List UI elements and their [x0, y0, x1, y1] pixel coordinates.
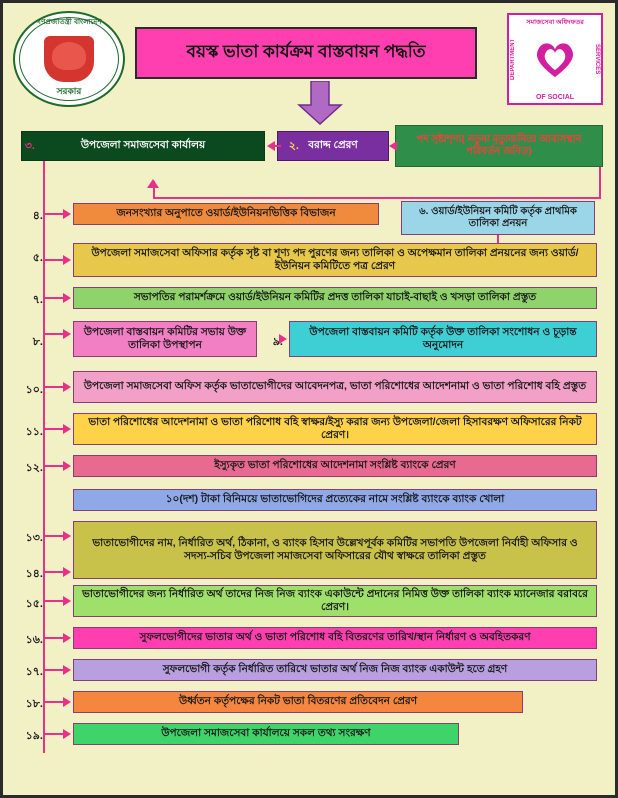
- page-title: [135, 27, 477, 79]
- seal-top-text: গণপ্রজাতন্ত্রী বাংলাদেশ: [36, 19, 102, 26]
- node-number-5: ৫.: [32, 252, 43, 264]
- node-preserve-information-label: উপজেলা সমাজসেবা কার্যালয়ে সকল তথ্য সংরক্ষণ: [161, 727, 371, 740]
- node-report-to-authority-label: উর্ধ্বতন কর্তৃপক্ষের নিকট ভাতা বিতরণের প্রতিবেদন প্রেরণ: [178, 695, 418, 708]
- seal-bottom-text: সরকার: [56, 86, 82, 96]
- logo-top-text: সমাজসেবা অধিদফতর: [526, 19, 584, 26]
- line-node5-to-node6: [497, 235, 499, 243]
- arrow-down-to-row4: [147, 179, 159, 188]
- node-accounts-officer[interactable]: [73, 413, 597, 445]
- line-to-node19: [44, 733, 64, 735]
- left-spine: [43, 161, 45, 753]
- right-spine-h: [153, 197, 601, 199]
- node-number-17: ১৭.: [25, 666, 43, 678]
- arrow-allocation-to-office: [267, 141, 275, 151]
- node-upazila-office-label: উপজেলা সমাজসেবা কার্যালয়: [80, 139, 206, 152]
- node-send-to-bank[interactable]: [73, 455, 597, 477]
- arrow-to-node13: [63, 531, 71, 541]
- node-send-to-bank-label: ইস্যুকৃত ভাতা পরিশোধের আদেশনামা সংশ্লিষ্ট ব্যাংকে প্রেরণ: [214, 459, 456, 472]
- node-number-13: ১৩.: [25, 532, 43, 544]
- line-to-node10: [44, 386, 64, 388]
- arrow-to-node12: [63, 461, 71, 471]
- node-beneficiary-collects-money[interactable]: [73, 659, 597, 681]
- arrow-post-to-allocation: [389, 141, 397, 151]
- node-allocation-send-label: বরাদ্দ প্রেরণ: [308, 139, 358, 152]
- node-population-division-label: জনসংখ্যার অনুপাতে ওয়ার্ড/ইউনিয়নভিত্তিক বিভাজন: [116, 207, 336, 220]
- arrow-to-node16: [63, 633, 71, 643]
- node-ward-union-committee-list-label: ৬. ওয়ার্ড/ইউনিয়ন কমিটি কর্তৃক প্রাথমিক তালিকা প্রনয়ন: [419, 205, 577, 229]
- flow-arrow-down-icon: [295, 81, 345, 125]
- line-to-node18: [44, 701, 64, 703]
- node-number-8: ৮.: [32, 336, 43, 348]
- node-post-vacancy[interactable]: [395, 125, 603, 167]
- department-of-social-services-logo: [507, 13, 603, 105]
- right-spine: [599, 167, 601, 199]
- arrow-to-node17: [63, 665, 71, 675]
- node-officer-letter[interactable]: [73, 243, 597, 277]
- arrow-to-node18: [63, 697, 71, 707]
- node-open-bank-account[interactable]: [73, 489, 597, 511]
- node-committee-approval[interactable]: [289, 321, 597, 357]
- node-number-15: ১৫.: [25, 598, 43, 610]
- node-number-2: ২.: [288, 140, 299, 152]
- node-number-4: ৪.: [32, 210, 43, 222]
- node-post-vacancy-label: পদ সৃষ্ট/শৃণ্য( নতুন/ মৃত্যুজনিত/ আবাসস্থান পরিবর্তন জনিত): [416, 133, 582, 157]
- node-prepare-applications-label: উপজেলা সমাজসেবা অফিস কর্তৃক ভাতাভোগীদের আবেদনপত্র, ভাতা পরিশোধের আদেশনামা ও ভাতা পরিশোধ বহি প্রস্তুত: [83, 380, 587, 393]
- line-allocation-to-office: [275, 145, 281, 147]
- node-officer-letter-label: উপজেলা সমাজসেবা অফিসার কর্তৃক সৃষ্ট বা শূণ্য পদ পুরণের জন্য তালিকা ও অপেক্ষমান তালিকা প্রনয়নের জন্য ওয়ার্ড/ইউনিয়ন কমিটিতে পত্র প্রেরণ: [91, 246, 579, 272]
- node-number-12: ১২.: [25, 462, 43, 474]
- node-open-bank-account-label: ১০(দশ) টাকা বিনিময়ে ভাতাভোগিদের প্রত্যেকের নামে সংশ্লিষ্ট ব্যাংকে ব্যাংক খোলা: [165, 493, 505, 506]
- line-to-node7: [44, 297, 64, 299]
- node-present-list-committee[interactable]: [73, 321, 257, 357]
- arrow-to-node19: [63, 729, 71, 739]
- node-number-3: ৩.: [24, 140, 35, 152]
- seal-emblem-icon: [44, 36, 94, 82]
- logo-bottom-text: OF SOCIAL: [535, 94, 575, 101]
- node-accounts-officer-label: ভাতা পরিশোধের আদেশনামা ও ভাতা পরিশোধ বহি স্বাক্ষর/ইস্যু করার জন্য উপজেলা/জেলা হিসাবরক্ষণ অফিসারের নিকট প্রেরণ।: [88, 415, 582, 441]
- line-to-node4: [44, 213, 64, 215]
- node-distribution-date-place[interactable]: [73, 627, 597, 649]
- node-joint-signature-list[interactable]: [73, 521, 597, 579]
- line-to-node11: [44, 428, 64, 430]
- node-number-16: ১৬.: [25, 634, 43, 646]
- arrow-to-node4: [63, 209, 71, 219]
- line-to-node12: [44, 465, 64, 467]
- heart-hands-icon: [532, 36, 578, 80]
- bangladesh-government-seal-icon: [13, 11, 125, 107]
- node-upazila-office[interactable]: [21, 131, 265, 161]
- node-draft-list-label: সভাপতির পরামর্শক্রমে ওয়ার্ড/ইউনিয়ন কমিটির প্রদত্ত তালিকা যাচাই-বাছাই ও খসড়া তালিকা প্রস্তুত: [133, 291, 537, 304]
- node-beneficiary-collects-money-label: সুফলভোগী কর্তৃক নির্ধারিত তারিখে ভাতার অর্থ নিজ নিজ ব্যাংক একাউন্ট হতে গ্রহণ: [162, 663, 508, 676]
- node-send-list-to-manager-label: ভাতাভোগীদের জন্য নির্ধারিত অর্থ তাদের নিজ নিজ ব্যাংক একাউন্টে প্রদানের নিমিত্ত উক্ত তালিকা ব্যাংক ম্যানেজার বরাবরে প্রেরণ।: [82, 587, 588, 613]
- line-to-node5: [44, 259, 64, 261]
- arrow-to-node5: [63, 255, 71, 265]
- line-to-node14: [44, 571, 64, 573]
- arrow-node8-to-node9: [279, 334, 287, 344]
- node-present-list-committee-label: উপজেলা বাস্তবায়ন কমিটির সভায় উক্ত তালিকা উপস্থাপন: [83, 325, 247, 351]
- arrow-to-node14: [63, 567, 71, 577]
- node-prepare-applications[interactable]: [73, 371, 597, 403]
- page-title-text: বয়স্ক ভাতা কার্যক্রম বাস্তবায়ন পদ্ধতি: [186, 42, 426, 61]
- node-joint-signature-list-label: ভাতাভোগীদের নাম, নির্ধারিত অর্থ, ঠিকানা, ও ব্যাংক হিসাব উল্লেখপূর্বক কমিটির সভাপতি উপজেলা নির্বাহী অফিসার ও সদস্য-সচিব উপজেলা সমাজসেবা অফিসারের যৌথ স্বাক্ষরে তালিকা প্রস্তুত: [92, 536, 578, 562]
- node-ward-union-committee-list[interactable]: [401, 201, 595, 235]
- node-number-11: ১১.: [25, 426, 43, 438]
- arrow-to-node11: [63, 424, 71, 434]
- node-number-18: ১৮.: [25, 698, 43, 710]
- node-population-division[interactable]: [73, 203, 379, 225]
- node-number-7: ৭.: [32, 294, 43, 306]
- node-report-to-authority[interactable]: [73, 691, 523, 713]
- arrow-to-node8: [63, 329, 71, 339]
- node-number-10: ১০.: [25, 384, 43, 396]
- arrow-to-node15: [63, 596, 71, 606]
- node-number-19: ১৯.: [25, 730, 43, 742]
- arrow-to-node10: [63, 382, 71, 392]
- logo-right-text: SERVICES: [594, 43, 600, 75]
- node-draft-list[interactable]: [73, 287, 597, 309]
- logo-left-text: DEPARTMENT: [510, 38, 516, 80]
- node-distribution-date-place-label: সুফলভোগীদের ভাতার অর্থ ও ভাতা পরিশোধ বহি বিতরণের তারিখ/স্থান নির্ধারণ ও অবহিতকরণ: [139, 631, 531, 644]
- node-committee-approval-label: উপজেলা বাস্তবায়ন কমিটি কর্তৃক উক্ত তালিকা সংশোধন ও চূড়ান্ত অনুমোদন: [309, 325, 577, 351]
- line-to-node13: [44, 535, 64, 537]
- line-to-node16: [44, 637, 64, 639]
- arrow-to-node7: [63, 293, 71, 303]
- node-send-list-to-manager[interactable]: [73, 585, 597, 617]
- node-preserve-information[interactable]: [73, 723, 459, 745]
- line-to-node8: [44, 333, 64, 335]
- line-to-node17: [44, 669, 64, 671]
- line-to-node15: [44, 600, 64, 602]
- node-number-14: ১৪.: [25, 568, 43, 580]
- node-number-9: ৯.: [272, 336, 283, 348]
